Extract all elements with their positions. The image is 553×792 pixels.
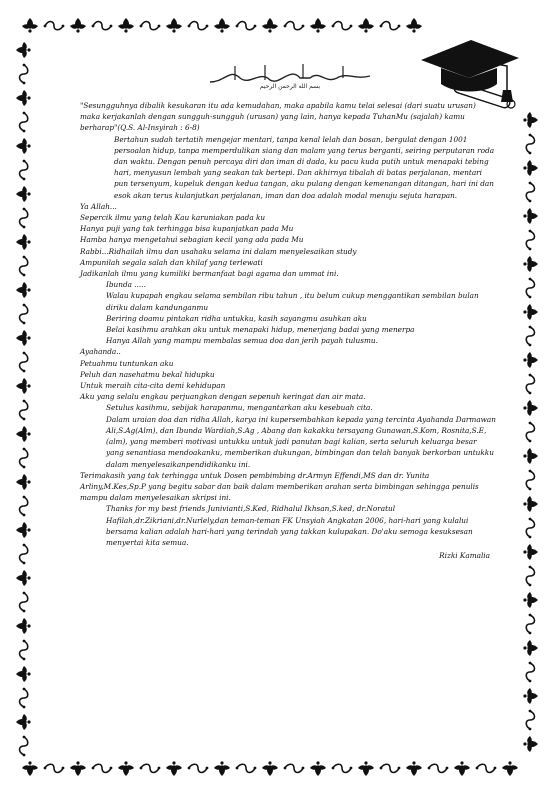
opening-paragraph: Bertahun sudah tertatih mengejar mentari, tanpa kenal lelah dan bosan, bergulat dengan 1001 persoalan hidup, tanpa memperdulikan siang dan malam yang terus berganti, seiring perputaran roda dan waktu. Dengan penuh percaya diri dan iman di dada, ku pacu kuda putih untuk menapaki tebing hari, menyusun lembah yang seakan tak bertepi. Dan akhirnya tibalah di batas perjalanan, mentari pun tersenyum, kupeluk dengan kedua tangan, aku pulang dengan kemenangan ditangan, hari ini dan esok akan terus kulanjutkan perjalanan, iman dan doa adalah modal menuju sejuta harapan.: [114, 134, 495, 200]
flower-ornament: [16, 666, 31, 682]
swirl-ornament: [526, 422, 534, 443]
flower-ornament: [262, 18, 278, 33]
flower-ornament: [523, 160, 538, 176]
swirl-ornament: [20, 352, 28, 373]
mother-line: Walau kupapah engkau selama sembilan ribu tahun , itu belum cukup menggantikan sembilan bulan diriku dalam kandunganmu: [106, 291, 479, 312]
swirl-ornament: [526, 614, 534, 635]
mother-line: Belai kasihmu arahkan aku untuk menapaki hidup, menerjang badai yang menerpa: [106, 325, 415, 335]
flower-ornament: [16, 570, 31, 586]
prayer-line: Jadikanlah ilmu yang kumiliki bermanfaat bagi agama dan ummat ini.: [80, 269, 339, 279]
flower-ornament: [358, 18, 374, 33]
flower-ornament: [70, 18, 86, 33]
flower-ornament: [166, 18, 182, 33]
swirl-ornament: [20, 688, 28, 709]
flower-ornament: [16, 474, 31, 490]
flower-ornament: [523, 640, 538, 656]
flower-ornament: [523, 544, 538, 560]
flower-ornament: [16, 522, 31, 538]
flower-ornament: [16, 618, 31, 634]
swirl-ornament: [20, 256, 28, 277]
flower-ornament: [16, 42, 31, 58]
prayer-line: Ampunilah segala salah dan khilaf yang terlewati: [80, 257, 263, 267]
swirl-ornament: [20, 640, 28, 661]
prayer-line: Hanya puji yang tak terhingga bisa kupanjatkan pada Mu: [80, 224, 294, 234]
swirl-ornament: [20, 112, 28, 133]
prayer-line: Ya Allah...: [80, 201, 117, 211]
swirl-ornament: [380, 764, 401, 772]
swirl-ornament: [380, 22, 401, 30]
supervisor-thanks: Terimakasih yang tak terhingga untuk Dosen pembimbing dr.Armyn Effendi,MS dan dr. Yunita Arliny,M.Kes,Sp.P yang begitu sabar dan baik dalam memberikan arahan serta bimbingan sehingga penulis mampu dalam menyelesaikan skripsi ini.: [80, 470, 479, 503]
flower-ornament: [406, 761, 422, 776]
mother-line: Beriring doamu pintakan ridha untukku, kasih sayangmu asuhkan aku: [106, 313, 367, 323]
swirl-ornament: [188, 764, 209, 772]
swirl-ornament: [284, 22, 305, 30]
swirl-ornament: [332, 764, 353, 772]
bismillah-text: بسم الله الرحمن الرحيم: [259, 83, 321, 90]
swirl-ornament: [428, 764, 449, 772]
flower-ornament: [523, 208, 538, 224]
signature: Rizki Kamalia: [439, 551, 490, 561]
swirl-ornament: [236, 22, 257, 30]
swirl-ornament: [20, 448, 28, 469]
flower-ornament: [523, 688, 538, 704]
flower-ornament: [310, 761, 326, 776]
flower-ornament: [523, 736, 538, 752]
swirl-ornament: [526, 374, 534, 395]
flower-ornament: [22, 18, 38, 33]
swirl-ornament: [92, 764, 113, 772]
flower-ornament: [118, 761, 134, 776]
prayer-line: Hamba hanya mengetahui sebagian kecil yang ada pada Mu: [80, 235, 304, 245]
flower-ornament: [16, 378, 31, 394]
flower-ornament: [523, 496, 538, 512]
father-line: Petuahmu tuntunkan aku: [80, 358, 174, 368]
swirl-ornament: [526, 566, 534, 587]
swirl-ornament: [526, 278, 534, 299]
mother-line: Hanya Allah yang mampu membalas semua doa dan jerih payah tulusmu.: [106, 336, 378, 346]
flower-ornament: [523, 448, 538, 464]
swirl-ornament: [526, 134, 534, 155]
swirl-ornament: [236, 764, 257, 772]
swirl-ornament: [20, 592, 28, 613]
dedication-text: [80, 100, 496, 561]
swirl-ornament: [284, 764, 305, 772]
swirl-ornament: [20, 208, 28, 229]
flower-ornament: [523, 400, 538, 416]
flower-ornament: [16, 330, 31, 346]
swirl-ornament: [526, 470, 534, 491]
prayer-line: Rabbi...Ridhailah ilmu dan usahaku selama ini dalam menyelesaikan study: [80, 246, 357, 256]
flower-ornament: [523, 352, 538, 368]
flower-ornament: [22, 761, 38, 776]
swirl-ornament: [20, 64, 28, 85]
quran-quote: "Sesungguhnya dibalik kesukaran itu ada kemudahan, maka apabila kamu telai selesai (dari suatu urusan) maka kerjakanlah dengan sungguh-sungguh (urusan) yang lain, hanya kepada TuhanMu (sajalah) kamu berharap"(Q.S. Al-Insyirah : 6-8): [80, 101, 476, 133]
swirl-ornament: [44, 22, 65, 30]
friends-thanks: Thanks for my best friends Junivianti,S.Ked, Ridhalul Ikhsan,S.ked, dr.Noratul Hafilah,dr.Zikriani,dr.Nurlely,dan teman-teman FK Unsyiah Angkatan 2006, hari-hari yang kulalui bersama kalian adalah hari-hari yang terindah yang takkan kulupakan. Do'aku semoga kesuksesan menyertai kita semua.: [106, 504, 473, 547]
flower-ornament: [523, 304, 538, 320]
flower-ornament: [16, 426, 31, 442]
prayer-line: Sepercik ilmu yang telah Kau karuniakan pada ku: [80, 213, 266, 223]
flower-ornament: [16, 138, 31, 154]
flower-ornament: [118, 18, 134, 33]
flower-ornament: [523, 112, 538, 128]
father-line: Peluh dan nasehatmu bekal hidupku: [80, 369, 215, 379]
swirl-ornament: [526, 230, 534, 251]
swirl-ornament: [476, 764, 497, 772]
flower-ornament: [70, 761, 86, 776]
flower-ornament: [16, 234, 31, 250]
swirl-ornament: [188, 22, 209, 30]
swirl-ornament: [526, 662, 534, 683]
swirl-ornament: [526, 182, 534, 203]
flower-ornament: [16, 90, 31, 106]
flower-ornament: [262, 761, 278, 776]
swirl-ornament: [20, 400, 28, 421]
swirl-ornament: [20, 304, 28, 325]
gratitude-line: Setulus kasihmu, sebijak harapanmu, mengantarkan aku kesebuah cita.: [106, 403, 373, 413]
flower-ornament: [502, 761, 518, 776]
flower-ornament: [16, 282, 31, 298]
swirl-ornament: [140, 22, 161, 30]
flower-ornament: [310, 18, 326, 33]
bismillah-calligraphy: [205, 60, 375, 90]
flower-ornament: [454, 761, 470, 776]
swirl-ornament: [526, 326, 534, 347]
flower-ornament: [16, 714, 31, 730]
father-line: Untuk meraih cita-cita demi kehidupan: [80, 381, 226, 391]
swirl-ornament: [526, 710, 534, 731]
swirl-ornament: [332, 22, 353, 30]
flower-ornament: [214, 18, 230, 33]
mother-line: Ibunda .....: [106, 280, 146, 290]
flower-ornament: [406, 18, 422, 33]
flower-ornament: [523, 592, 538, 608]
swirl-ornament: [20, 160, 28, 181]
father-line: Ayahanda..: [80, 347, 121, 357]
swirl-ornament: [20, 496, 28, 517]
swirl-ornament: [140, 764, 161, 772]
dedication-paragraph: Dalam uraian doa dan ridha Allah, karya ini kupersembahkan kepada yang tercinta Ayahanda Darmawan Ali,S.Ag(Alm), dan Ibunda Wardiah,S.Ag , Abang dan kakakku tersayang Gunawan,S.Kom, Rosnita,S.E,(alm), yang memberi motivasi untukku untuk jadi panutan bagi kalian, serta seluruh keluarga besar yang senantiasa mendoakanku, memberikan dukungan, bimbingan dan telah banyak berkorban untukku dalam menyelesaikanpendidikanku ini.: [106, 414, 496, 469]
swirl-ornament: [20, 736, 28, 757]
flower-ornament: [166, 761, 182, 776]
flower-ornament: [214, 761, 230, 776]
flower-ornament: [16, 186, 31, 202]
swirl-ornament: [92, 22, 113, 30]
father-line: Aku yang selalu engkau perjuangkan dengan sepenuh keringat dan air mata.: [80, 392, 366, 402]
swirl-ornament: [20, 544, 28, 565]
swirl-ornament: [44, 764, 65, 772]
flower-ornament: [523, 256, 538, 272]
flower-ornament: [358, 761, 374, 776]
swirl-ornament: [526, 518, 534, 539]
